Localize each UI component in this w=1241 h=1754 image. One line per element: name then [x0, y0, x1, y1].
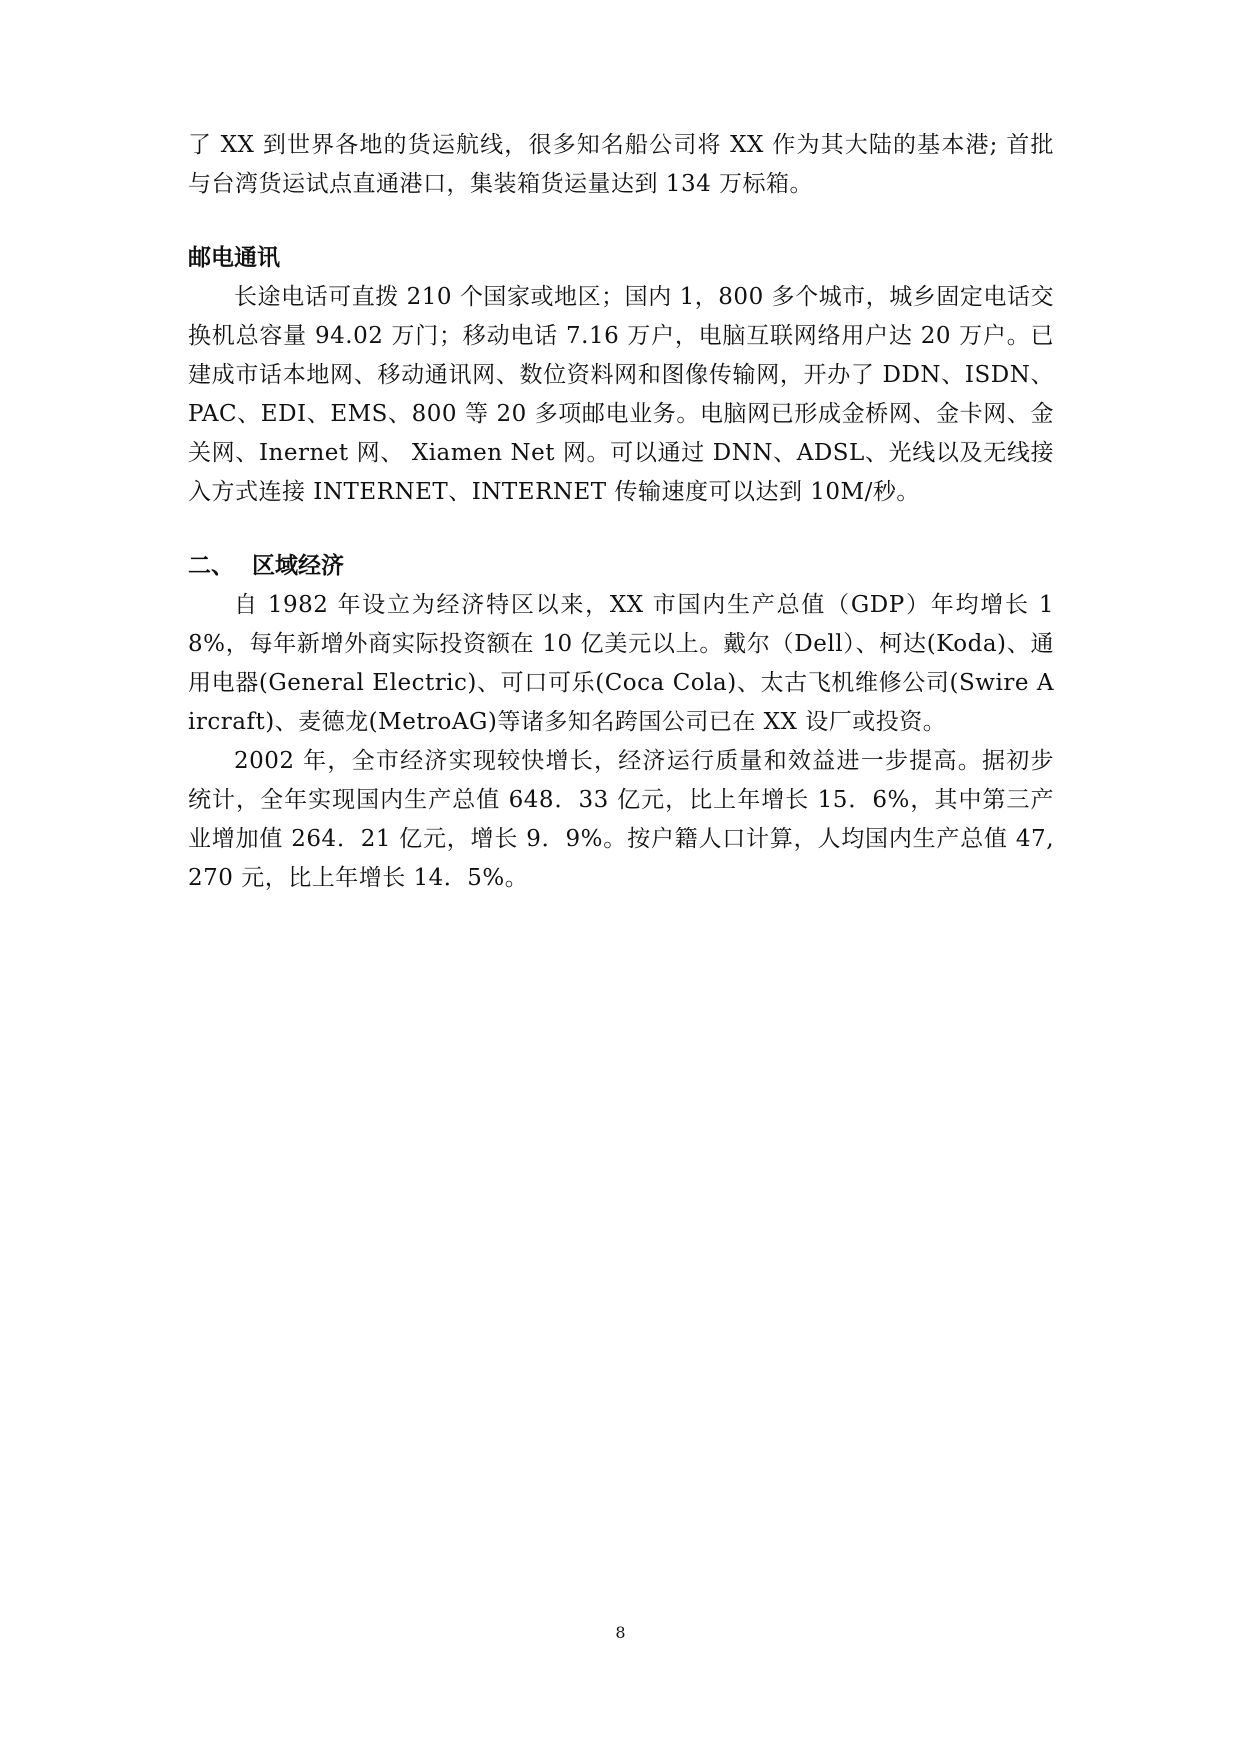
continuation-paragraph: 了 XX 到世界各地的货运航线，很多知名船公司将 XX 作为其大陆的基本港; 首批与台湾货运试点直通港口，集装箱货运量达到 134 万标箱。	[188, 132, 1054, 197]
economy-section-number: 二、	[188, 553, 234, 579]
economy-heading	[188, 547, 1054, 586]
economy-paragraph-2: 2002 年，全市经济实现较快增长，经济运行质量和效益进一步提高。据初步统计，全年实现国内生产总值 648．33 亿元，比上年增长 15．6%，其中第三产业增加值 264．21 亿元，增长 9．9%。按户籍人口计算，人均国内生产总值 47,270 元，比上年增长 14．5%。	[188, 748, 1054, 891]
economy-heading-text: 区域经济	[252, 553, 344, 579]
page-number: 8	[615, 1623, 626, 1642]
economy-paragraph-1: 自 1982 年设立为经济特区以来，XX 市国内生产总值（GDP）年均增长 18%，每年新增外商实际投资额在 10 亿美元以上。戴尔（Dell）、柯达(Koda)、通用电器(General Electric)、可口可乐(Coca Cola)、太古飞机维修公司(Swire Aircraft)、麦德龙(MetroAG)等诸多知名跨国公司已在 XX 设厂或投资。	[188, 592, 1054, 735]
telecom-paragraph: 长途电话可直拨 210 个国家或地区；国内 1，800 多个城市，城乡固定电话交换机总容量 94.02 万门；移动电话 7.16 万户，电脑互联网络用户达 20 万户。已建成市话本地网、移动通讯网、数位资料网和图像传输网，开办了 DDN、ISDN、PAC、EDI、EMS、800 等 20 多项邮电业务。电脑网已形成金桥网、金卡网、金关网、Inernet 网、 Xiamen Net 网。可以通过 DNN、ADSL、光线以及无线接入方式连接 INTERNET、INTERNET 传输速度可以达到 10M/秒。	[188, 284, 1054, 505]
page-content	[188, 126, 1054, 898]
telecom-heading: 邮电通讯	[188, 245, 280, 271]
